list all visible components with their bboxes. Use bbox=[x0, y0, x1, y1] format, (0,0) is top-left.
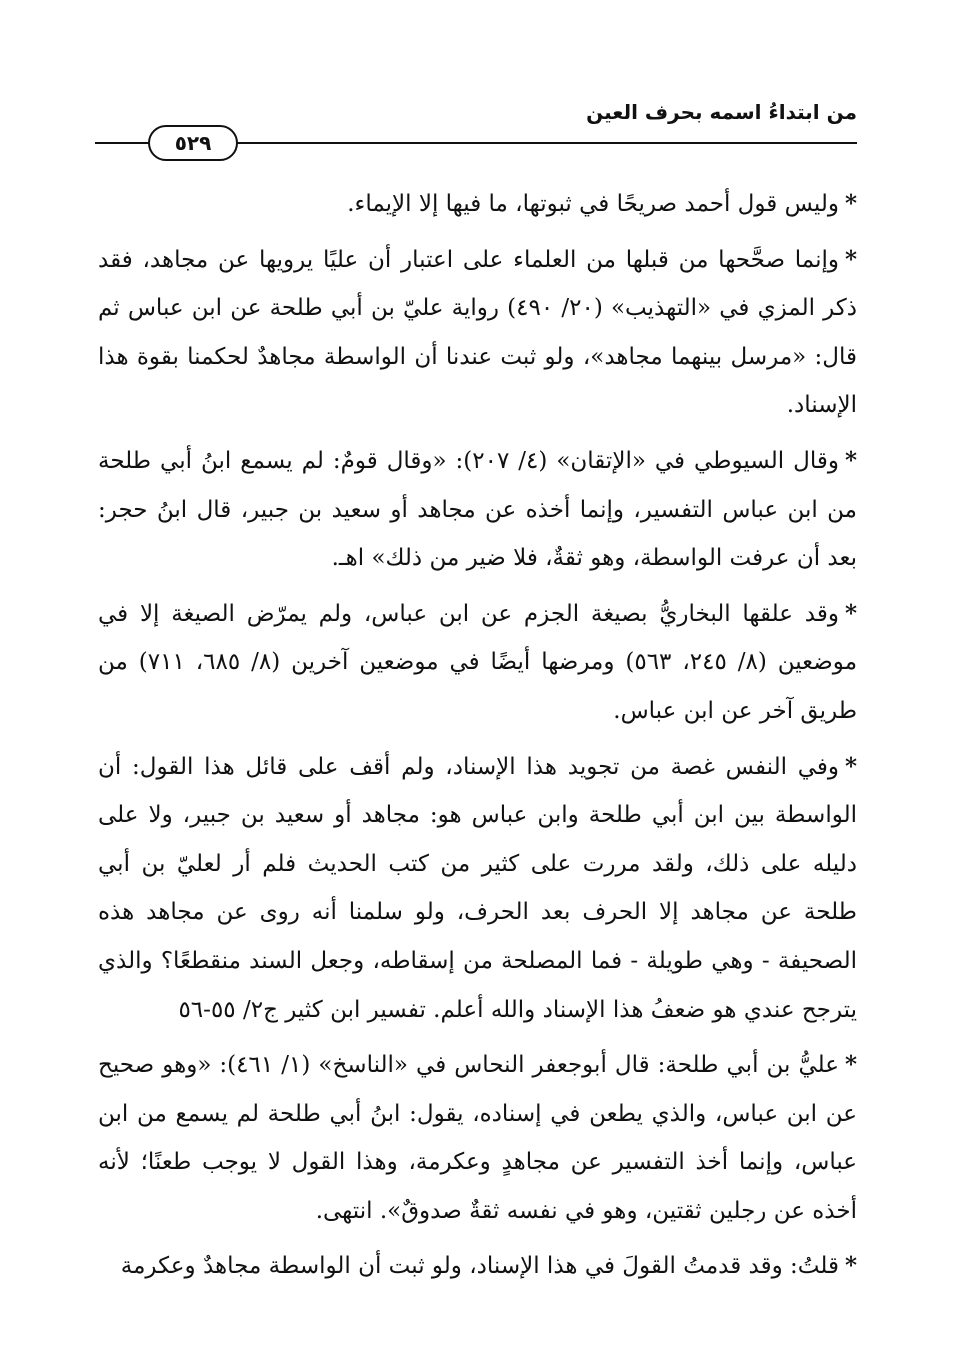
paragraph bbox=[98, 590, 857, 736]
paragraph bbox=[98, 236, 857, 430]
paragraph-text: قلتُ: وقد قدمتُ القولَ في هذا الإسناد، ولو ثبت أن الواسطة مجاهدٌ وعكرمة bbox=[120, 1253, 839, 1280]
paragraph-bullet: * bbox=[844, 1051, 857, 1079]
page-number-badge: ٥٢٩ bbox=[148, 125, 238, 161]
paragraph-text: وليس قول أحمد صريحًا في ثبوتها، ما فيها إلا الإيماء. bbox=[347, 191, 839, 217]
paragraph-bullet: * bbox=[844, 1252, 857, 1280]
running-header-title: من ابتداءُ اسمه بحرف العين bbox=[586, 100, 857, 124]
paragraph bbox=[98, 180, 857, 229]
paragraph bbox=[98, 437, 857, 583]
paragraph-bullet: * bbox=[844, 599, 857, 627]
paragraph-text: وقد علقها البخاريُّ بصيغة الجزم عن ابن عباس، ولم يمرّض الصيغة إلا في موضعين (٨/ ٢٤٥، ٥٦٣) ومرضها أيضًا في موضعين آخرين (٨/ ٦٨٥، ٧١١) من طريق آخر عن ابن عباس. bbox=[98, 600, 858, 724]
paragraph bbox=[98, 1242, 857, 1291]
paragraph-text: وقال السيوطي في «الإتقان» (٤/ ٢٠٧): «وقال قومٌ: لم يسمع ابنُ أبي طلحة من ابن عباس التفسير، وإنما أخذه عن مجاهد أو سعيد بن جبير، قال ابنُ حجر: بعد أن عرفت الواسطة، وهو ثقةٌ، فلا ضير من ذلك» اهـ. bbox=[98, 447, 857, 572]
paragraph bbox=[98, 1041, 857, 1235]
page-body-text bbox=[98, 180, 857, 1298]
paragraph-text: وفي النفس غصة من تجويد هذا الإسناد، ولم أقف على قائل هذا القول: أن الواسطة بين ابن أبي طلحة وابن عباس هو: مجاهد أو سعيد بن جبير، ولا على دليله على ذلك، ولقد مررت على كثير من كتب الحديث فلم أر لعليّ بن أبي طلحة عن مجاهد إلا الحرف بعد الحرف، ولو سلمنا أنه روى عن مجاهد هذه الصحيفة - وهي طويلة - فما المصلحة من إسقاطه، وجعل السند منقطعًا؟ والذي يترجح عندي هو ضعفُ هذا الإسناد والله أعلم. تفسير ابن كثير ج٢/ ٥٥-٥٦ bbox=[98, 753, 857, 1023]
paragraph bbox=[98, 743, 857, 1035]
paragraph-text: عليُّ بن أبي طلحة: قال أبوجعفر النحاس في «الناسخ» (١/ ٤٦١): «وهو صحيح عن ابن عباس، والذي يطعن في إسناده، يقول: ابنُ أبي طلحة لم يسمع من ابن عباس، وإنما أخذ التفسير عن مجاهدٍ وعكرمة، وهذا القول لا يوجب طعنًا؛ لأنه أخذه عن رجلين ثقتين، وهو في نفسه ثقةٌ صدوقٌ». انتهى. bbox=[98, 1052, 857, 1224]
paragraph-bullet: * bbox=[844, 190, 857, 217]
paragraph-text: وإنما صحَّحها من قبلها من العلماء على اعتبار أن عليًا يرويها عن مجاهد، فقد ذكر المزي في «التهذيب» (٢٠/ ٤٩٠) رواية عليّ بن أبي طلحة عن ابن عباس ثم قال: «مرسل بينهما مجاهد»، ولو ثبت عندنا أن الواسطة مجاهدٌ لحكمنا بقوة هذا الإسناد. bbox=[98, 246, 858, 419]
paragraph-bullet: * bbox=[844, 446, 857, 474]
paragraph-bullet: * bbox=[844, 245, 857, 273]
paragraph-bullet: * bbox=[844, 752, 857, 780]
